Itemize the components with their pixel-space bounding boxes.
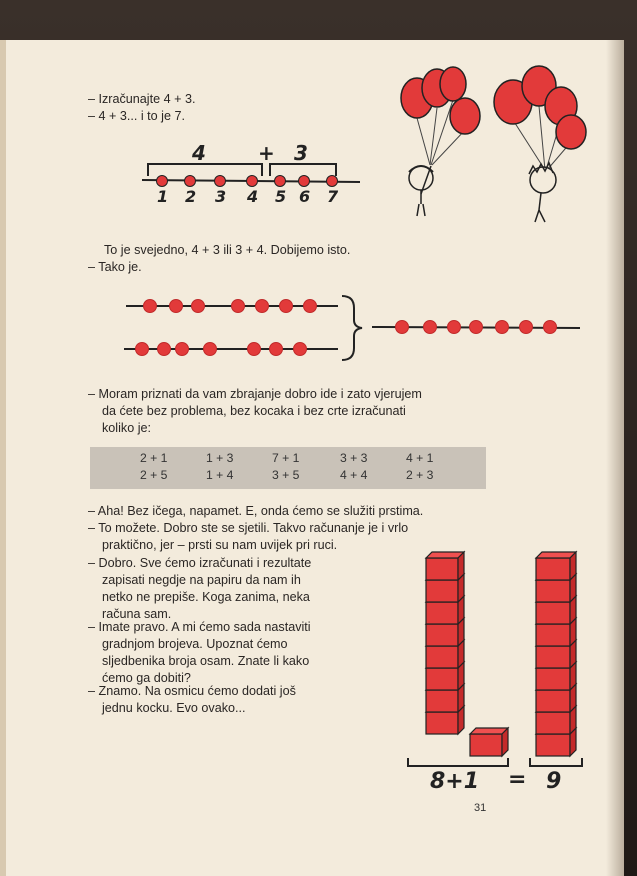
bead xyxy=(232,300,245,313)
cube xyxy=(536,552,576,580)
bead xyxy=(304,300,317,313)
dialogue-dobro xyxy=(88,555,388,623)
number-line-bead xyxy=(185,176,196,187)
bead xyxy=(280,300,293,313)
para2-line-3: praktično, jer – prsti su nam uvijek pri ruci. xyxy=(102,538,338,552)
dialogue-imate-pravo xyxy=(88,619,388,687)
cube xyxy=(470,728,508,756)
dialogue-znamo xyxy=(88,683,388,717)
bead-lines-illustration xyxy=(120,290,590,366)
dialogue3-line-2: jednu kocku. Evo ovako... xyxy=(102,701,246,715)
bead xyxy=(544,321,557,334)
exercise-cell: 2 + 3 xyxy=(406,468,434,482)
exercise-cell: 7 + 1 xyxy=(272,451,300,465)
number-line-label: 2 xyxy=(185,187,197,206)
bead xyxy=(448,321,461,334)
dialogue1-line-3: netko ne prepiše. Koga zanima, neka xyxy=(102,590,310,604)
dialogue2-line-3: sljedbenika broja osam. Znate li kako xyxy=(102,654,310,668)
para1-line-2: da ćete bez problema, bez kocaka i bez crte izračunati xyxy=(102,404,406,418)
group-label-four: 4 xyxy=(192,141,206,165)
page-number: 31 xyxy=(474,802,487,814)
label-eight-plus-one: 8+1 xyxy=(430,769,480,794)
exercise-table xyxy=(90,447,486,489)
dialogue3-line-1: – Znamo. Na osmicu ćemo dodati još xyxy=(88,684,296,698)
bracket-nine xyxy=(530,758,582,766)
exercise-cell: 1 + 4 xyxy=(206,468,234,482)
number-line-label: 3 xyxy=(215,187,227,206)
bead xyxy=(294,343,307,356)
number-line-bead xyxy=(215,176,226,187)
curly-brace xyxy=(342,296,362,360)
bracket-three xyxy=(270,164,336,176)
number-line-bead xyxy=(247,176,258,187)
number-line-label: 7 xyxy=(327,187,339,206)
exercise-cell: 4 + 4 xyxy=(340,468,368,482)
exercise-cell: 2 + 1 xyxy=(140,451,168,465)
label-nine: 9 xyxy=(546,769,562,794)
line-tako-je: – Tako je. xyxy=(88,260,142,274)
number-line-illustration xyxy=(140,140,370,210)
bead xyxy=(496,321,509,334)
cube xyxy=(426,552,464,580)
dialogue2-line-2: gradnjom brojeva. Upoznat ćemo xyxy=(102,637,288,651)
bead xyxy=(248,343,261,356)
balloon-kids-illustration xyxy=(395,70,595,230)
dialogue2-line-1: – Imate pravo. A mi ćemo sada nastaviti xyxy=(88,620,311,634)
bead xyxy=(204,343,217,356)
exercise-cell: 2 + 5 xyxy=(140,468,168,482)
para1-line-3: koliko je: xyxy=(102,421,151,435)
para1-line-1: – Moram priznati da vam zbrajanje dobro ide i zato vjerujem xyxy=(88,387,422,401)
line-svejedno: To je svejedno, 4 + 3 ili 3 + 4. Dobijemo isto. xyxy=(104,243,351,257)
number-line-bead xyxy=(157,176,168,187)
paragraph-aha xyxy=(88,503,423,554)
number-line-label: 4 xyxy=(247,187,259,206)
block-towers-illustration xyxy=(400,540,600,800)
exercise-cell: 3 + 5 xyxy=(272,468,300,482)
group-label-three: 3 xyxy=(294,141,308,165)
bead xyxy=(170,300,183,313)
bracket-four xyxy=(148,164,262,176)
bead xyxy=(192,300,205,313)
plus-sign: + xyxy=(258,141,275,165)
number-line-label: 1 xyxy=(157,187,169,206)
bead xyxy=(270,343,283,356)
number-line-bead xyxy=(299,176,310,187)
right-kid xyxy=(529,163,556,222)
line-answer-seven: – 4 + 3... i to je 7. xyxy=(88,109,185,123)
bead xyxy=(470,321,483,334)
paragraph-moram-priznati xyxy=(88,386,422,437)
bead xyxy=(158,343,171,356)
dialogue1-line-2: zapisati negdje na papiru da nam ih xyxy=(102,573,301,587)
bead xyxy=(176,343,189,356)
bead xyxy=(520,321,533,334)
spine-shadow xyxy=(606,40,624,876)
dialogue1-line-1: – Dobro. Sve ćemo izračunati i rezultate xyxy=(88,556,312,570)
number-line-bead xyxy=(275,176,286,187)
number-line-label: 6 xyxy=(299,187,311,206)
para2-line-2: – To možete. Dobro ste se sjetili. Takvo računanje je i vrlo xyxy=(88,521,409,535)
number-line-bead xyxy=(327,176,338,187)
line-izracunajte: – Izračunajte 4 + 3. xyxy=(88,92,196,106)
equals-sign: = xyxy=(508,767,527,792)
number-line-label: 5 xyxy=(275,187,287,206)
right-balloon-bunch xyxy=(494,66,586,170)
para2-line-1: – Aha! Bez ičega, napamet. E, onda ćemo se služiti prstima. xyxy=(88,504,424,518)
bead xyxy=(144,300,157,313)
bead xyxy=(136,343,149,356)
exercise-cell: 1 + 3 xyxy=(206,451,234,465)
bead xyxy=(256,300,269,313)
exercise-cell: 4 + 1 xyxy=(406,451,434,465)
dialogue1-line-4: računa sam. xyxy=(102,607,172,621)
dialogue2-line-4: ćemo ga dobiti? xyxy=(102,671,191,685)
left-balloon-bunch xyxy=(401,67,480,165)
bead xyxy=(396,321,409,334)
left-kid xyxy=(409,166,433,216)
exercise-cell: 3 + 3 xyxy=(340,451,368,465)
bracket-eight-plus-one xyxy=(408,758,508,766)
bead xyxy=(424,321,437,334)
